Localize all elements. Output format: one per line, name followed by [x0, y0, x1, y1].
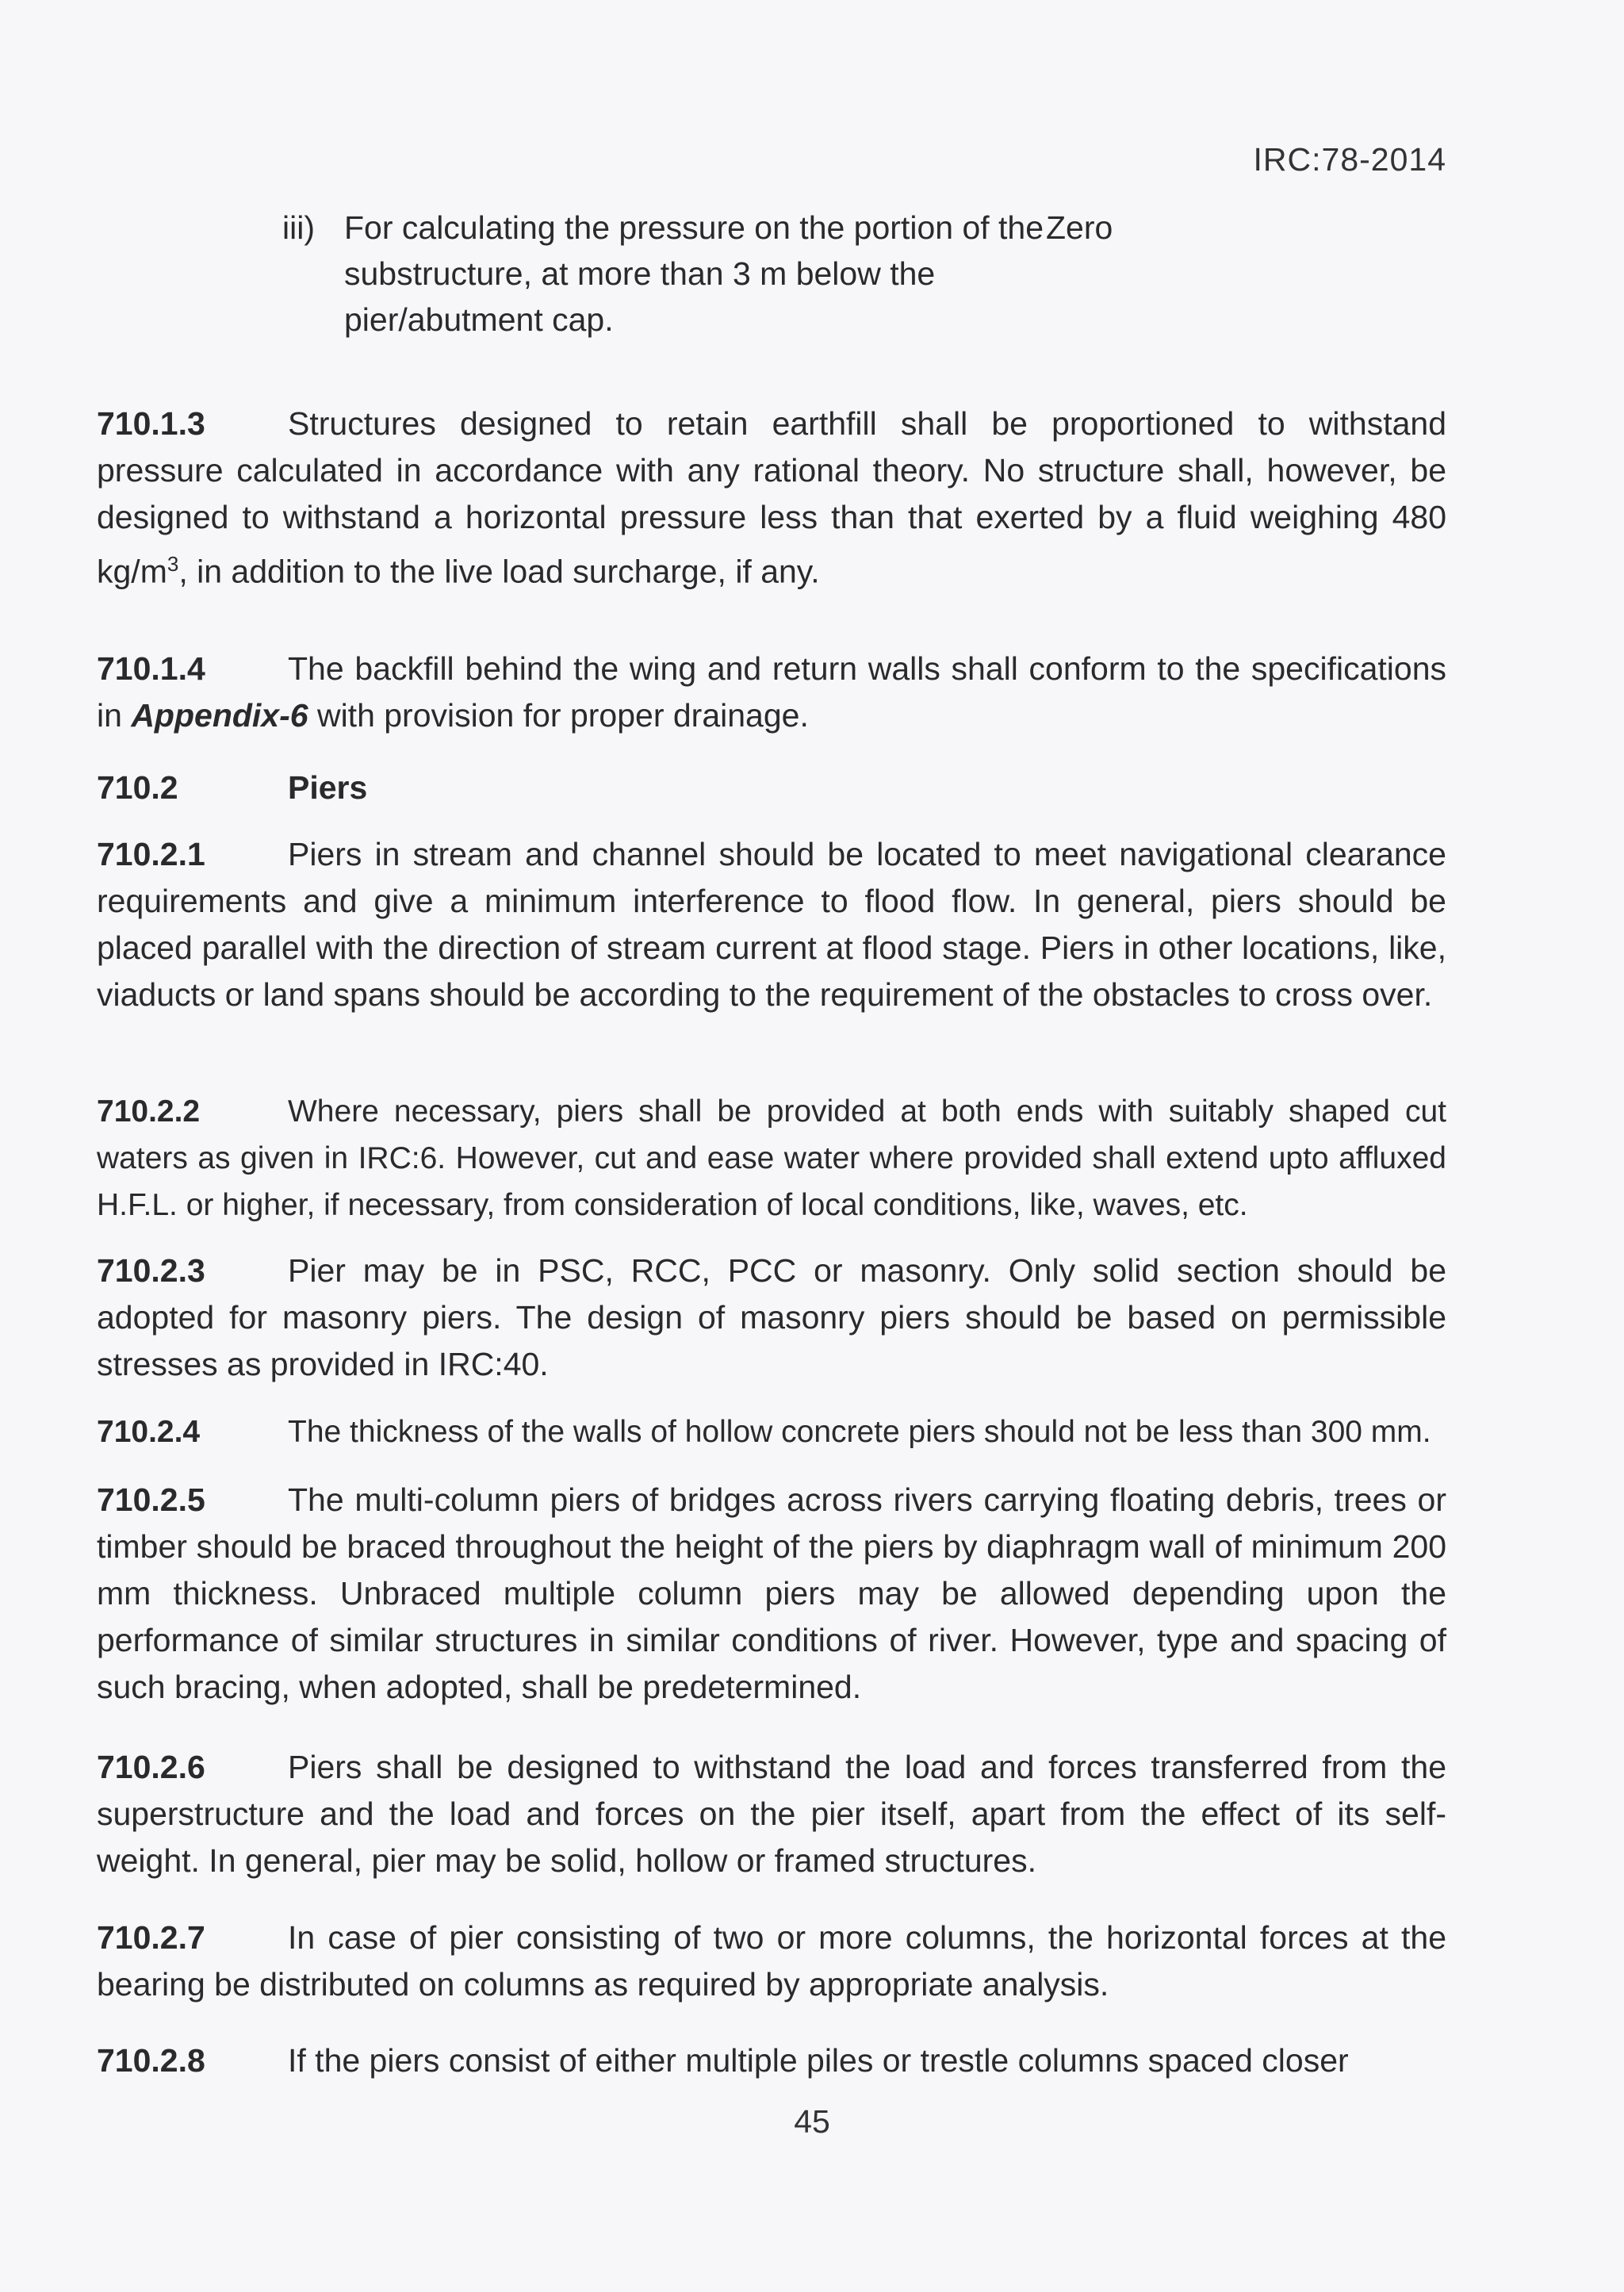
list-item-value: Zero — [1046, 209, 1113, 246]
clause-number: 710.2.5 — [97, 1481, 205, 1518]
clause-710-2-1 — [97, 831, 1446, 1018]
clause-710-2-8 — [97, 2037, 1446, 2084]
superscript: 3 — [167, 552, 179, 576]
clause-text: The thickness of the walls of hollow concrete piers should not be less than 300 mm. — [288, 1415, 1431, 1449]
clause-710-2-3 — [97, 1248, 1446, 1388]
clause-text: If the piers consist of either multiple piles or trestle columns spaced closer — [288, 2042, 1349, 2079]
clause-710-2-6 — [97, 1744, 1446, 1884]
list-marker: iii) — [282, 209, 315, 246]
appendix-reference: Appendix-6 — [131, 697, 308, 734]
clause-number: 710.2.3 — [97, 1252, 205, 1289]
clause-710-2-5 — [97, 1477, 1446, 1711]
clause-number: 710.2.7 — [97, 1919, 205, 1956]
clause-text: The backfill behind the wing and return walls shall conform to the specifications in — [97, 650, 1446, 734]
clause-text-tail: with provision for proper drainage. — [308, 697, 809, 734]
clause-text-tail: , in addition to the live load surcharge, if any. — [178, 553, 820, 590]
clause-number: 710.1.3 — [97, 405, 205, 442]
list-item-text: For calculating the pressure on the portion of the substructure, at more than 3 m below the pier/abutment cap. — [344, 209, 1044, 338]
document-id: IRC:78-2014 — [1253, 141, 1446, 178]
section-number: 710.2 — [97, 769, 178, 806]
clause-710-2-4 — [97, 1409, 1446, 1455]
clause-number: 710.2.1 — [97, 836, 205, 872]
clause-number: 710.2.8 — [97, 2042, 205, 2079]
clause-710-1-3 — [97, 401, 1446, 596]
page-number: 45 — [794, 2103, 830, 2140]
clause-text: Where necessary, piers shall be provided at both ends with suitably shaped cut waters as given in IRC:6. However, cut and ease water where provided shall extend upto affluxed H.F.L. or higher, if necessary, from consideration of local conditions, like, waves, etc. — [97, 1094, 1446, 1222]
clause-710-2-7 — [97, 1914, 1446, 2008]
section-title: Piers — [288, 769, 368, 806]
clause-710-1-4 — [97, 646, 1446, 739]
clause-number: 710.2.4 — [97, 1415, 201, 1449]
clause-text: Pier may be in PSC, RCC, PCC or masonry. Only solid section should be adopted for masonry piers. The design of masonry piers should be based on permissible stresses as provided in IRC:40. — [97, 1252, 1446, 1382]
clause-text: In case of pier consisting of two or more columns, the horizontal forces at the bearing be distributed on columns as required by appropriate analysis. — [97, 1919, 1446, 2003]
clause-710-2-2 — [97, 1088, 1446, 1228]
clause-text: Piers shall be designed to withstand the load and forces transferred from the superstructure and the load and forces on the pier itself, apart from the effect of its self-weight. In general, pier may be solid, hollow or framed structures. — [97, 1749, 1446, 1879]
clause-text: The multi-column piers of bridges across rivers carrying floating debris, trees or timber should be braced throughout the height of the piers by diaphragm wall of minimum 200 mm thickness. Unbraced multiple column piers may be allowed depending upon the performance of similar structures in similar conditions of river. However, type and spacing of such bracing, when adopted, shall be predetermined. — [97, 1481, 1446, 1705]
clause-text: Structures designed to retain earthfill shall be proportioned to withstand pressure calculated in accordance with any rational theory. No structure shall, however, be designed to withstand a horizontal pressure less than that exerted by a fluid weighing 480 kg/m — [97, 405, 1446, 590]
clause-number: 710.2.6 — [97, 1749, 205, 1785]
clause-number: 710.1.4 — [97, 650, 205, 687]
section-heading-710-2 — [97, 769, 367, 807]
clause-number: 710.2.2 — [97, 1094, 201, 1129]
clause-text: Piers in stream and channel should be located to meet navigational clearance requirements and give a minimum interference to flood flow. In general, piers should be placed parallel with the direction of stream current at flood stage. Piers in other locations, like, viaducts or land spans should be according to the requirement of the obstacles to cross over. — [97, 836, 1446, 1013]
